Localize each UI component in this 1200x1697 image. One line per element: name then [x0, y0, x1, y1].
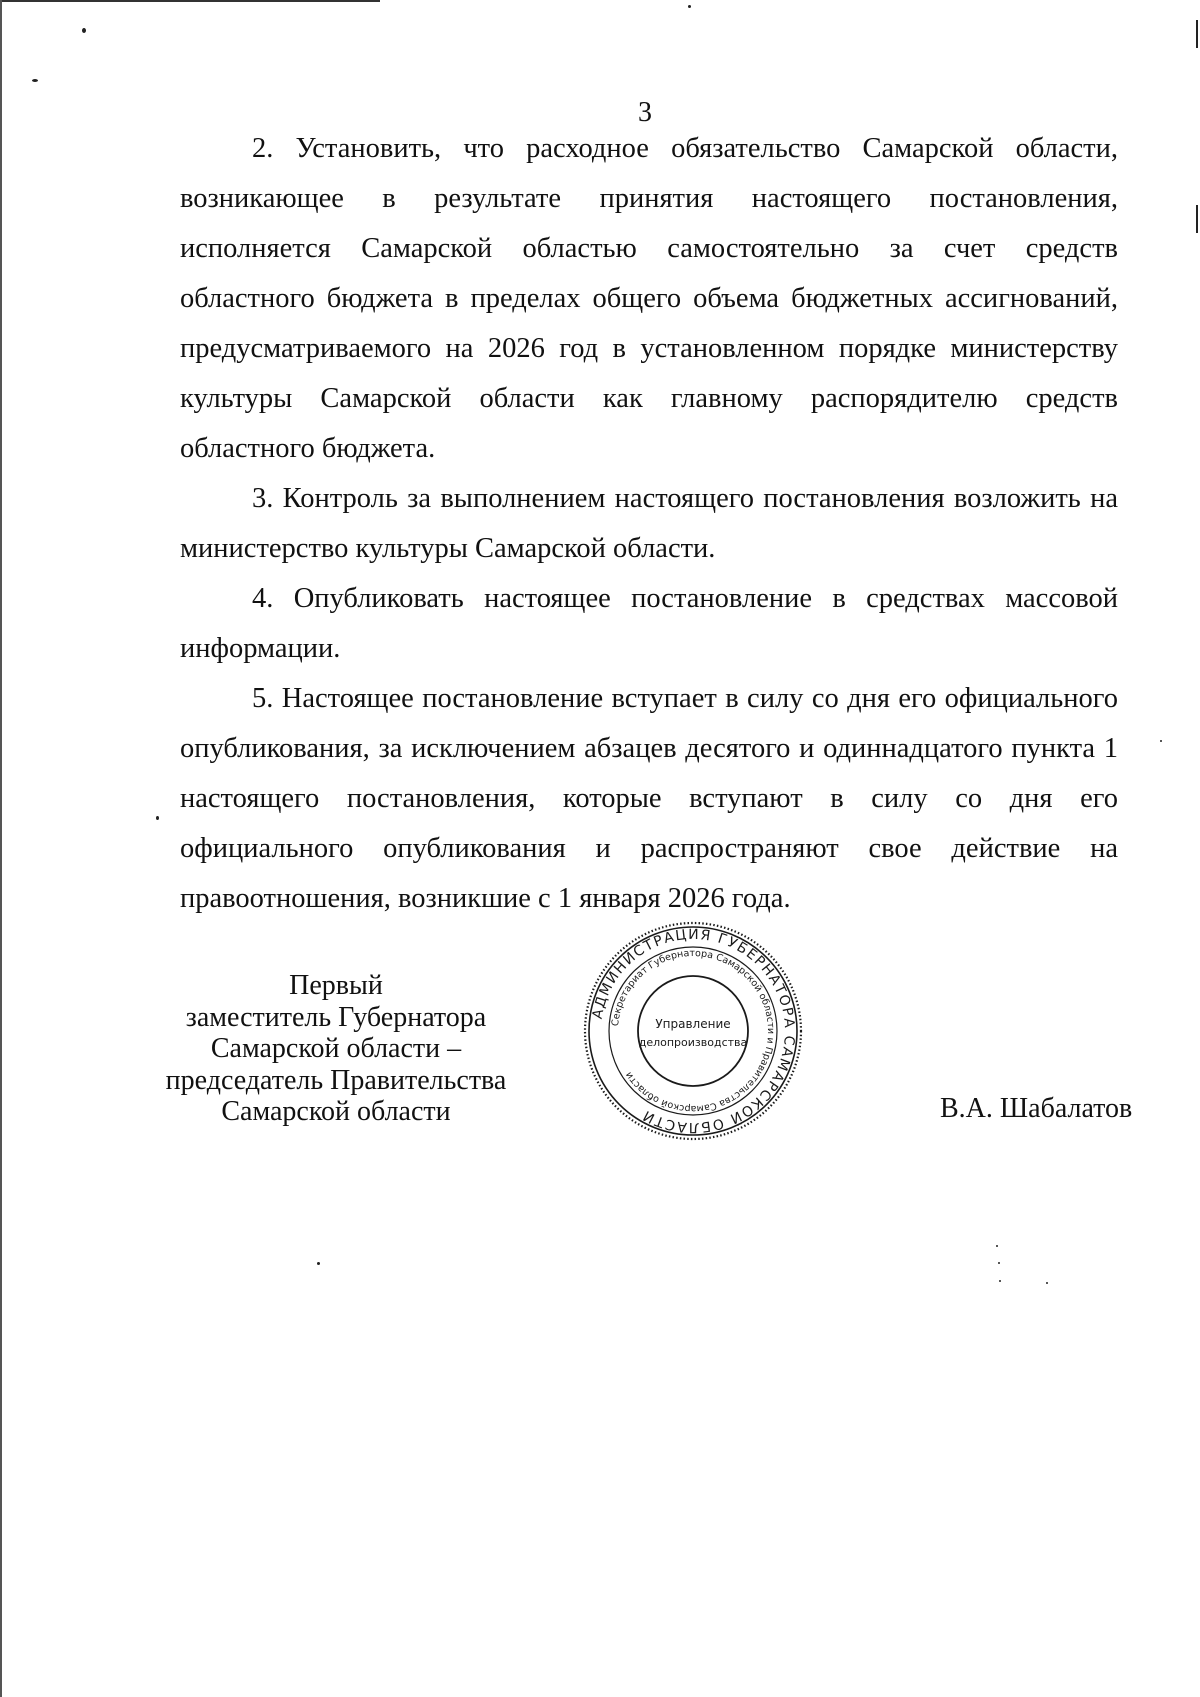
paragraph-2: 2. Установить, что расходное обязательство Самарской области, возникающее в результате принятия настоящего постановления, исполняется Самарской областью самостоятельно за счет средств областного бюджета в пределах общего объема бюджетных ассигнований, предусматриваемого на 2026 год в установленном порядке министерству культуры Самарской области как главному распорядителю средств областного бюджета. — [180, 133, 1118, 464]
signatory-position-line: председатель Правительства — [165, 1064, 507, 1096]
signatory-position — [160, 970, 512, 1128]
signatory-position-line: заместитель Губернатора — [185, 1001, 487, 1033]
official-seal — [582, 920, 804, 1142]
signatory-position-line: Самарской области – — [210, 1033, 462, 1064]
signatory-position-line: Самарской области — [221, 1096, 451, 1127]
paragraph-3: 3. Контроль за выполнением настоящего постановления возложить на министерство культуры Самарской области. — [180, 483, 1118, 564]
scan-speck — [996, 1245, 998, 1247]
scan-speck — [317, 1262, 320, 1265]
scan-speck — [1046, 1282, 1048, 1284]
seal-middle-text: Секретариат Губернатора Самарской области и Правительства Самарской области — [610, 947, 777, 1115]
signatory-name: В.А. Шабалатов — [940, 1093, 1133, 1124]
page-number: 3 — [638, 97, 652, 128]
seal-inner-ring — [609, 947, 777, 1115]
seal-center-line: делопроизводства — [638, 1036, 748, 1049]
signatory-position-line: Первый — [289, 970, 383, 1001]
scan-speck — [1160, 740, 1162, 742]
scan-edge-left — [0, 0, 2, 1697]
scan-speck — [688, 5, 691, 8]
paragraph-5: 5. Настоящее постановление вступает в силу со дня его официального опубликования, за исключением абзацев десятого и одиннадцатого пункта 1 настоящего постановления, которые вступают в силу со дня его официального опубликования и распространяют свое действие на правоотношения, возникшие с 1 января 2026 года. — [180, 683, 1118, 914]
scan-speck — [1196, 20, 1198, 48]
scan-speck — [82, 28, 86, 33]
document-body — [180, 124, 1118, 924]
scan-speck — [1196, 205, 1198, 233]
scan-speck — [998, 1262, 1000, 1264]
paragraph-4: 4. Опубликовать настоящее постановление в средствах массовой информации. — [180, 583, 1118, 664]
seal-center-line: Управление — [655, 1017, 731, 1031]
scan-speck — [32, 79, 38, 82]
scan-edge-top — [0, 0, 380, 2]
scan-speck — [156, 816, 159, 820]
scan-speck — [999, 1280, 1001, 1282]
seal-outer-text: АДМИНИСТРАЦИЯ ГУБЕРНАТОРА САМАРСКОЙ ОБЛАСТИ — [589, 926, 798, 1136]
seal-center-ring — [638, 976, 748, 1086]
